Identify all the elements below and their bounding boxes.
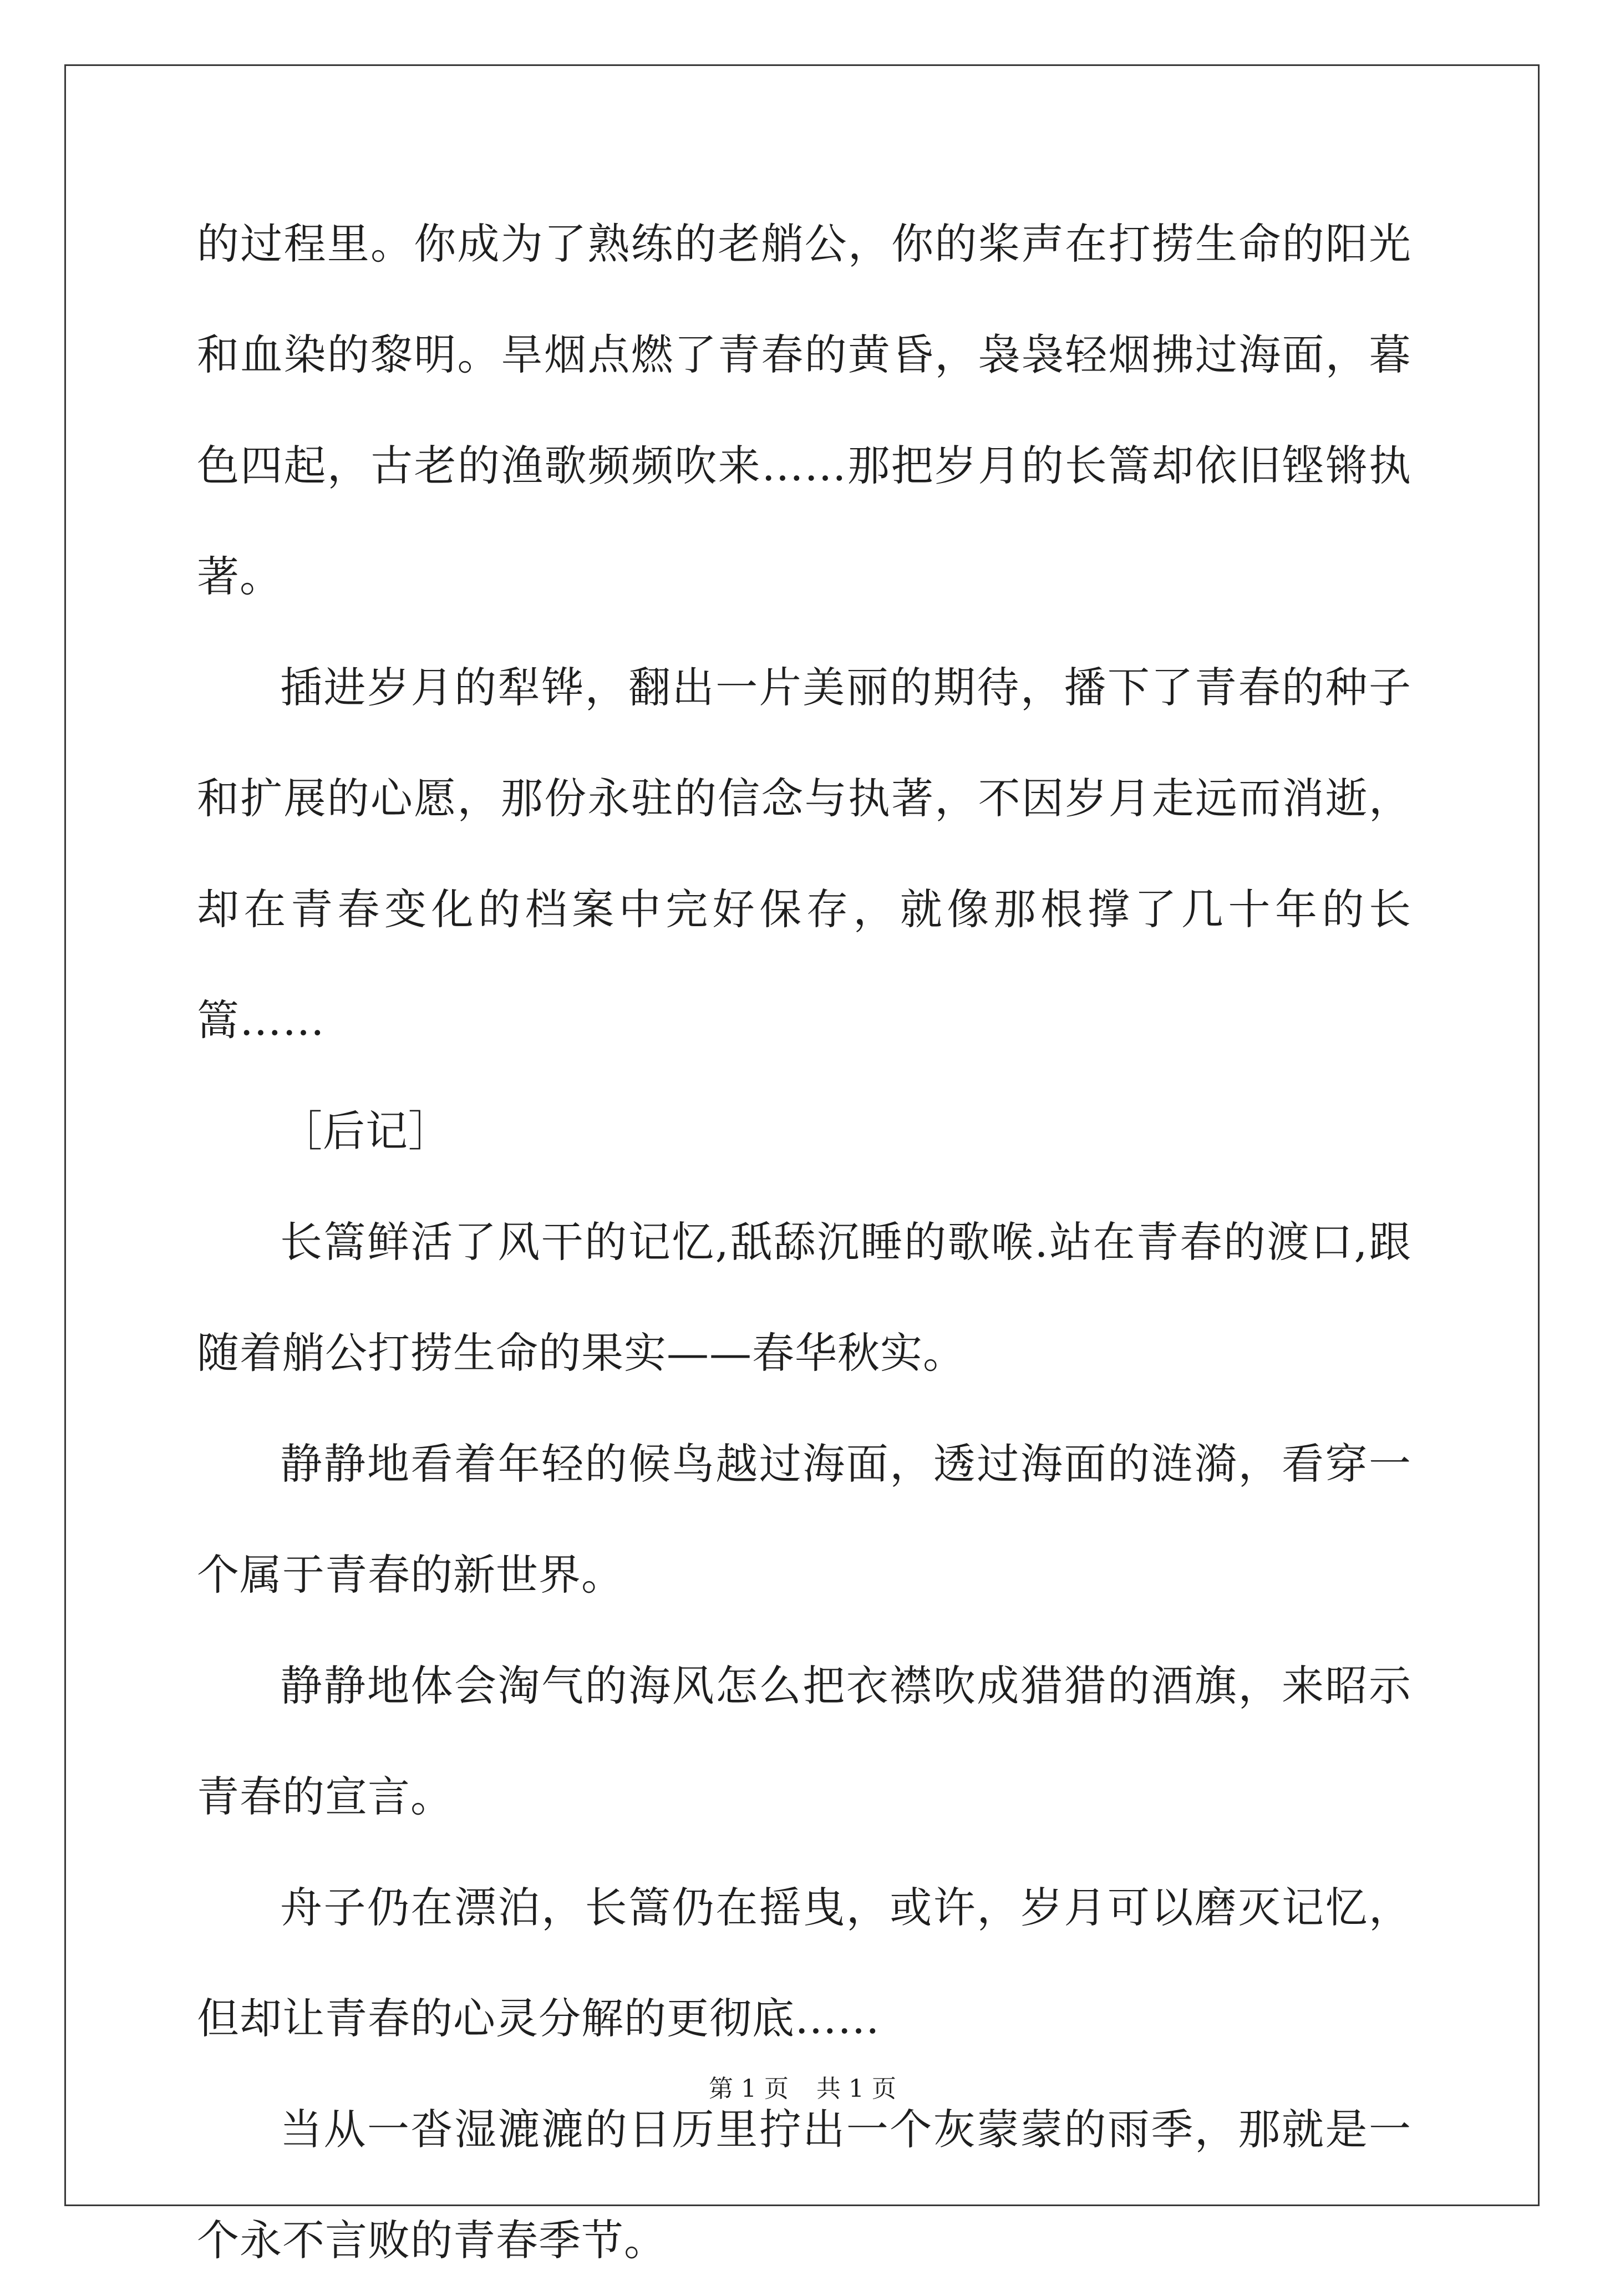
paragraph-7: 当从一沓湿漉漉的日历里拧出一个灰蒙蒙的雨季，那就是一个永不言败的青春季节。 [197, 2105, 1411, 2265]
paragraph-5: 静静地体会淘气的海风怎么把衣襟吹成猎猎的酒旗，来昭示青春的宣言。 [197, 1661, 1411, 1821]
page-number: 第 1 页 [709, 2075, 789, 2103]
paragraph-4: 静静地看着年轻的候鸟越过海面，透过海面的涟漪，看穿一个属于青春的新世界。 [197, 1439, 1411, 1599]
page-footer [0, 2069, 1605, 2104]
paragraph-1: 的过程里。你成为了熟练的老艄公，你的桨声在打捞生命的阳光和血染的黎明。旱烟点燃了青春的黄昏，袅袅轻烟拂过海面，暮色四起，古老的渔歌频频吹来……那把岁月的长篙却依旧铿锵执著。 [197, 219, 1411, 601]
postscript-heading: ［后记］ [280, 1106, 451, 1156]
document-body [197, 189, 1411, 2296]
paragraph-6: 舟子仍在漂泊，长篙仍在摇曳，或许，岁月可以磨灭记忆，但却让青春的心灵分解的更彻底…… [197, 1883, 1411, 2043]
page-total: 共 1 页 [816, 2075, 896, 2103]
paragraph-2: 插进岁月的犁铧，翻出一片美丽的期待，播下了青春的种子和扩展的心愿，那份永驻的信念与执著，不因岁月走远而消逝，却在青春变化的档案中完好保存，就像那根撑了几十年的长篙…… [197, 663, 1411, 1045]
paragraph-3: 长篙鲜活了风干的记忆,舐舔沉睡的歌喉.站在青春的渡口,跟随着艄公打捞生命的果实——春华秋实。 [197, 1217, 1411, 1378]
